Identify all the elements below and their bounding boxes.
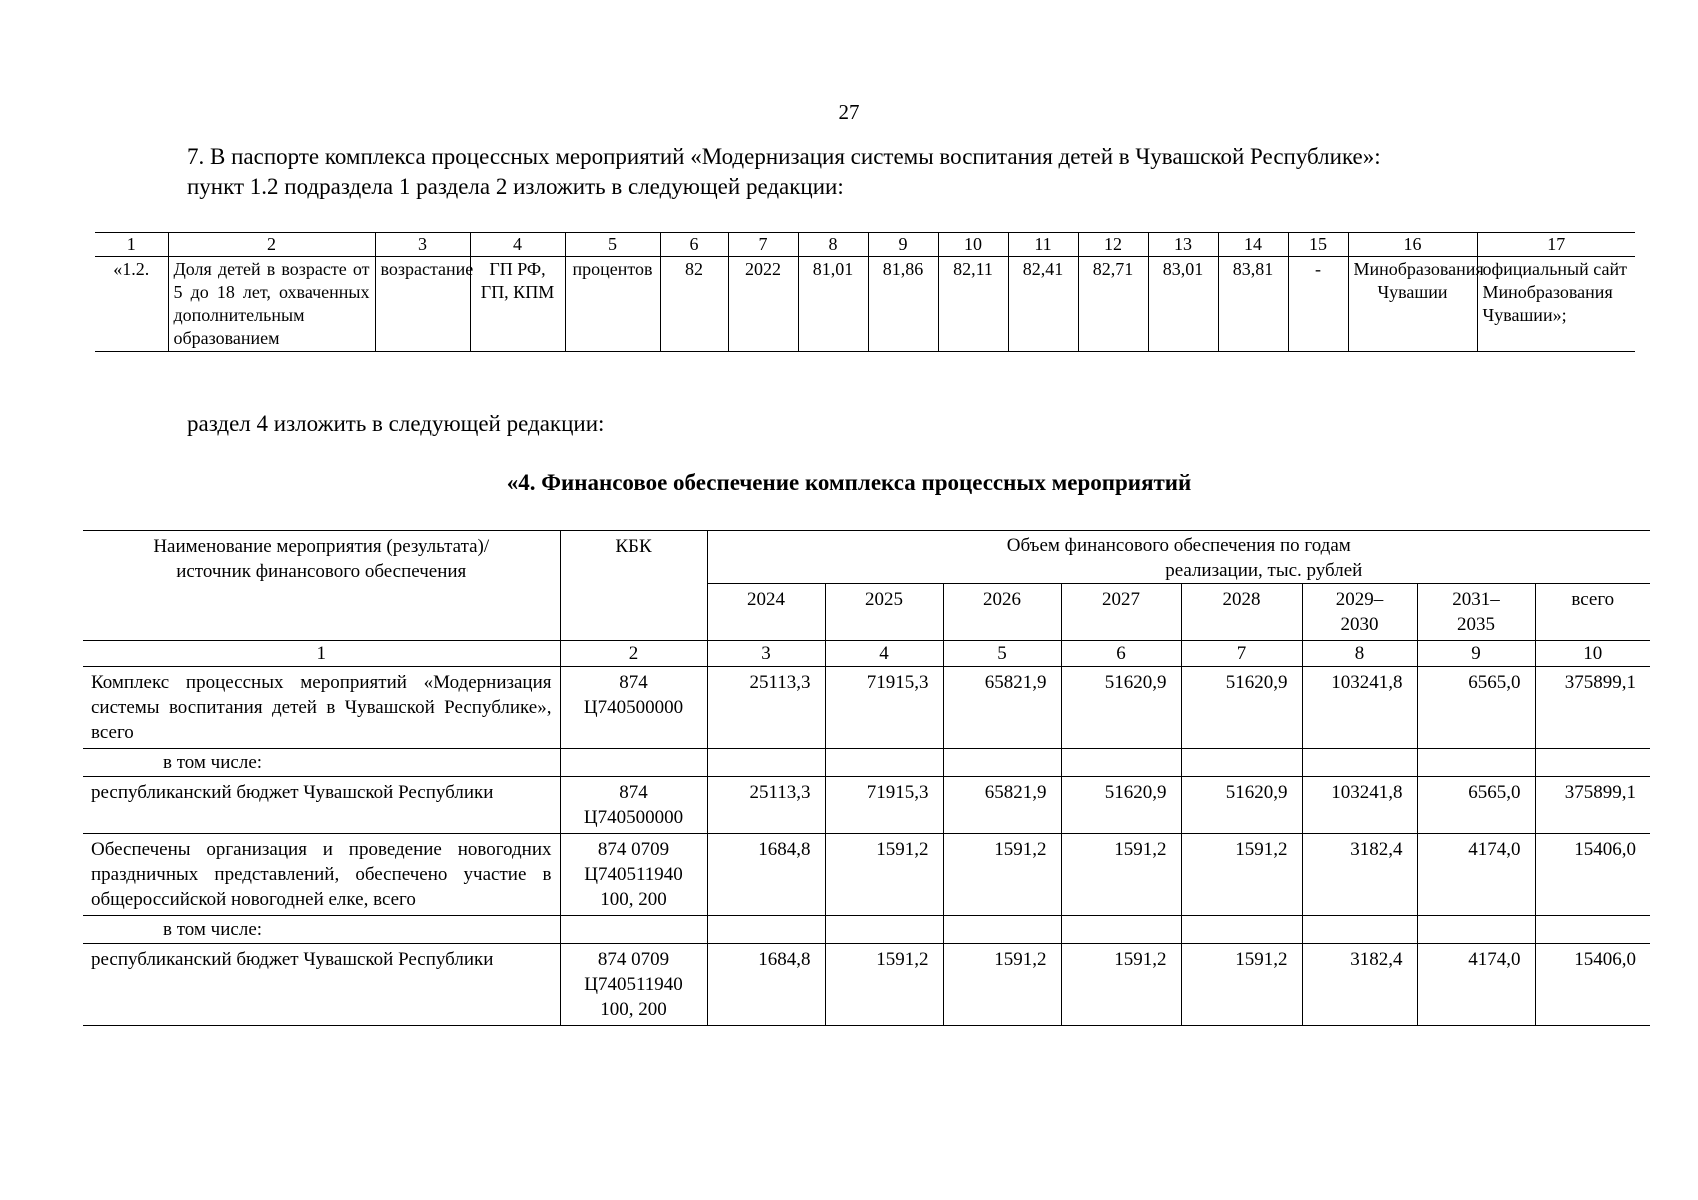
name-header-line2: источник финансового обеспечения (176, 561, 467, 582)
col-header: 6 (660, 233, 728, 257)
activity-name: Комплекс процессных мероприятий «Модернизация системы воспитания детей в Чувашской Республике», всего (83, 667, 560, 749)
amount-cell: 71915,3 (825, 777, 943, 834)
col-header: 3 (375, 233, 470, 257)
amount-cell: 51620,9 (1181, 777, 1302, 834)
empty-cell (943, 749, 1061, 777)
year-header (1181, 584, 1302, 641)
col-header: 2 (168, 233, 375, 257)
column-number: 2 (560, 641, 707, 667)
kbk-line: Ц740511940 (584, 864, 683, 885)
column-number-row (83, 641, 1650, 667)
col-header: 10 (938, 233, 1008, 257)
table-row (83, 777, 1650, 834)
empty-cell (943, 916, 1061, 944)
column-number: 8 (1302, 641, 1417, 667)
empty-cell (1061, 916, 1181, 944)
empty-cell (1535, 749, 1650, 777)
amount-cell: 65821,9 (943, 667, 1061, 749)
kbk-code (560, 944, 707, 1026)
empty-cell (1535, 916, 1650, 944)
indicator-level: ГП РФ, ГП, КПМ (470, 257, 565, 352)
empty-cell (825, 916, 943, 944)
year-header-line1: 2025 (865, 589, 903, 610)
amount-cell: 1591,2 (825, 944, 943, 1026)
financing-table (83, 530, 1650, 1026)
col-header: 4 (470, 233, 565, 257)
empty-cell (1181, 916, 1302, 944)
column-number: 6 (1061, 641, 1181, 667)
amount-cell: 4174,0 (1417, 944, 1535, 1026)
amount-cell: 1591,2 (825, 834, 943, 916)
target-value: 81,01 (798, 257, 868, 352)
total-cell: 15406,0 (1535, 834, 1650, 916)
amount-cell: 103241,8 (1302, 777, 1417, 834)
target-value: 82,71 (1078, 257, 1148, 352)
indicator-unit: процентов (565, 257, 660, 352)
col-header: 14 (1218, 233, 1288, 257)
empty-cell (1417, 749, 1535, 777)
target-value: 82,41 (1008, 257, 1078, 352)
amount-cell: 1591,2 (1061, 834, 1181, 916)
page-number: 27 (838, 100, 860, 124)
total-header-label: всего (1571, 589, 1615, 610)
empty-cell (707, 916, 825, 944)
total-cell: 375899,1 (1535, 667, 1650, 749)
amount-cell: 1684,8 (707, 834, 825, 916)
amount-cell: 1591,2 (1181, 834, 1302, 916)
subtotal-label: в том числе: (83, 916, 560, 944)
column-number: 1 (83, 641, 560, 667)
year-header (943, 584, 1061, 641)
amount-cell: 51620,9 (1061, 667, 1181, 749)
volume-column-header (707, 531, 1650, 584)
col-header: 8 (798, 233, 868, 257)
year-header-line2: 2035 (1457, 614, 1495, 635)
column-number: 10 (1535, 641, 1650, 667)
name-header-line1: Наименование мероприятия (результата)/ (153, 536, 490, 557)
col-header: 5 (565, 233, 660, 257)
table-row (83, 749, 1650, 777)
name-column-header (83, 531, 560, 641)
amount-cell: 103241,8 (1302, 667, 1417, 749)
amount-cell: 51620,9 (1181, 667, 1302, 749)
indicator-name: Доля детей в возрасте от 5 до 18 лет, охваченных дополнительным образованием (168, 257, 375, 352)
col-header: 17 (1477, 233, 1635, 257)
amount-cell: 65821,9 (943, 777, 1061, 834)
column-number: 5 (943, 641, 1061, 667)
section-heading: «4. Финансовое обеспечение комплекса процессных мероприятий (506, 470, 1192, 495)
section4-instruction: раздел 4 изложить в следующей редакции: (187, 411, 605, 436)
volume-header-line1: Объем финансового обеспечения по годам (1006, 535, 1351, 556)
amount-cell: 3182,4 (1302, 834, 1417, 916)
amount-cell: 71915,3 (825, 667, 943, 749)
col-header: 12 (1078, 233, 1148, 257)
amendment-intro-line2: пункт 1.2 подраздела 1 раздела 2 изложить в следующей редакции: (187, 174, 844, 199)
empty-cell (1061, 749, 1181, 777)
empty-cell (1181, 749, 1302, 777)
indicator-table (95, 232, 1635, 352)
amount-cell: 1591,2 (1061, 944, 1181, 1026)
year-header-line2: 2030 (1340, 614, 1379, 635)
year-header-line1: 2027 (1102, 589, 1140, 610)
year-header (1061, 584, 1181, 641)
year-header (1417, 584, 1535, 641)
empty-cell (1417, 916, 1535, 944)
year-header-line1: 2031– (1452, 589, 1500, 610)
financing-header-row (83, 531, 1650, 584)
target-value: 82,11 (938, 257, 1008, 352)
amount-cell: 25113,3 (707, 667, 825, 749)
empty-cell (560, 916, 707, 944)
total-cell: 15406,0 (1535, 944, 1650, 1026)
table-row (83, 916, 1650, 944)
base-value: 82 (660, 257, 728, 352)
total-cell: 375899,1 (1535, 777, 1650, 834)
kbk-line: 874 (619, 672, 648, 693)
kbk-code (560, 667, 707, 749)
amount-cell: 6565,0 (1417, 777, 1535, 834)
table-row (83, 944, 1650, 1026)
kbk-code (560, 834, 707, 916)
target-value: 83,01 (1148, 257, 1218, 352)
table-row (83, 667, 1650, 749)
year-header-line1: 2026 (983, 589, 1021, 610)
total-header (1535, 584, 1650, 641)
empty-cell (1302, 749, 1417, 777)
col-header: 11 (1008, 233, 1078, 257)
empty-cell (707, 749, 825, 777)
amount-cell: 1591,2 (943, 944, 1061, 1026)
year-header-line1: 2024 (747, 589, 785, 610)
empty-cell (1302, 916, 1417, 944)
year-header (707, 584, 825, 641)
kbk-line: Ц740511940 (584, 974, 683, 995)
amount-cell: 1684,8 (707, 944, 825, 1026)
kbk-line: 100, 200 (600, 999, 667, 1020)
empty-cell (825, 749, 943, 777)
subtotal-label: в том числе: (83, 749, 560, 777)
column-number: 7 (1181, 641, 1302, 667)
year-header (1302, 584, 1417, 641)
amount-cell: 25113,3 (707, 777, 825, 834)
amount-cell: 4174,0 (1417, 834, 1535, 916)
col-header: 1 (95, 233, 168, 257)
amendment-intro (187, 142, 1647, 202)
amount-cell: 1591,2 (1181, 944, 1302, 1026)
column-number: 3 (707, 641, 825, 667)
kbk-line: 874 (619, 782, 648, 803)
col-header: 7 (728, 233, 798, 257)
target-value: 81,86 (868, 257, 938, 352)
col-header: 13 (1148, 233, 1218, 257)
kbk-line: 874 0709 (597, 839, 670, 860)
kbk-line: 100, 200 (600, 889, 667, 910)
amount-cell: 1591,2 (943, 834, 1061, 916)
kbk-line: 874 0709 (597, 949, 670, 970)
col-header: 16 (1348, 233, 1477, 257)
column-number: 4 (825, 641, 943, 667)
kbk-column-header: КБК (560, 531, 707, 641)
funding-source: республиканский бюджет Чувашской Республики (83, 777, 560, 834)
indicator-table-header-row (95, 233, 1635, 257)
amendment-intro-line1: 7. В паспорте комплекса процессных мероприятий «Модернизация системы воспитания детей в Чувашской Республике»: (187, 144, 1381, 169)
kbk-code (560, 777, 707, 834)
table-row (83, 834, 1650, 916)
year-header-line1: 2029– (1335, 589, 1384, 610)
amount-cell: 3182,4 (1302, 944, 1417, 1026)
empty-cell (560, 749, 707, 777)
year-header (825, 584, 943, 641)
volume-header-line2: реализации, тыс. рублей (1165, 560, 1363, 581)
indicator-direction: возрастание (375, 257, 470, 352)
responsible-body: Минобразования Чувашии (1348, 257, 1477, 352)
activity-name: Обеспечены организация и проведение новогодних праздничных представлений, обеспечено участие в общероссийской новогодней елке, всего (83, 834, 560, 916)
amount-cell: 6565,0 (1417, 667, 1535, 749)
base-year: 2022 (728, 257, 798, 352)
information-source: официальный сайт Минобразования Чувашии»; (1477, 257, 1635, 352)
kbk-line: Ц740500000 (583, 697, 684, 718)
amount-cell: 51620,9 (1061, 777, 1181, 834)
row-number: «1.2. (95, 257, 168, 352)
column-number: 9 (1417, 641, 1535, 667)
year-header-line1: 2028 (1222, 589, 1261, 610)
table-row (95, 257, 1635, 352)
col-header: 9 (868, 233, 938, 257)
target-value: - (1288, 257, 1348, 352)
kbk-line: Ц740500000 (583, 807, 684, 828)
funding-source: республиканский бюджет Чувашской Республики (83, 944, 560, 1026)
col-header: 15 (1288, 233, 1348, 257)
target-value: 83,81 (1218, 257, 1288, 352)
